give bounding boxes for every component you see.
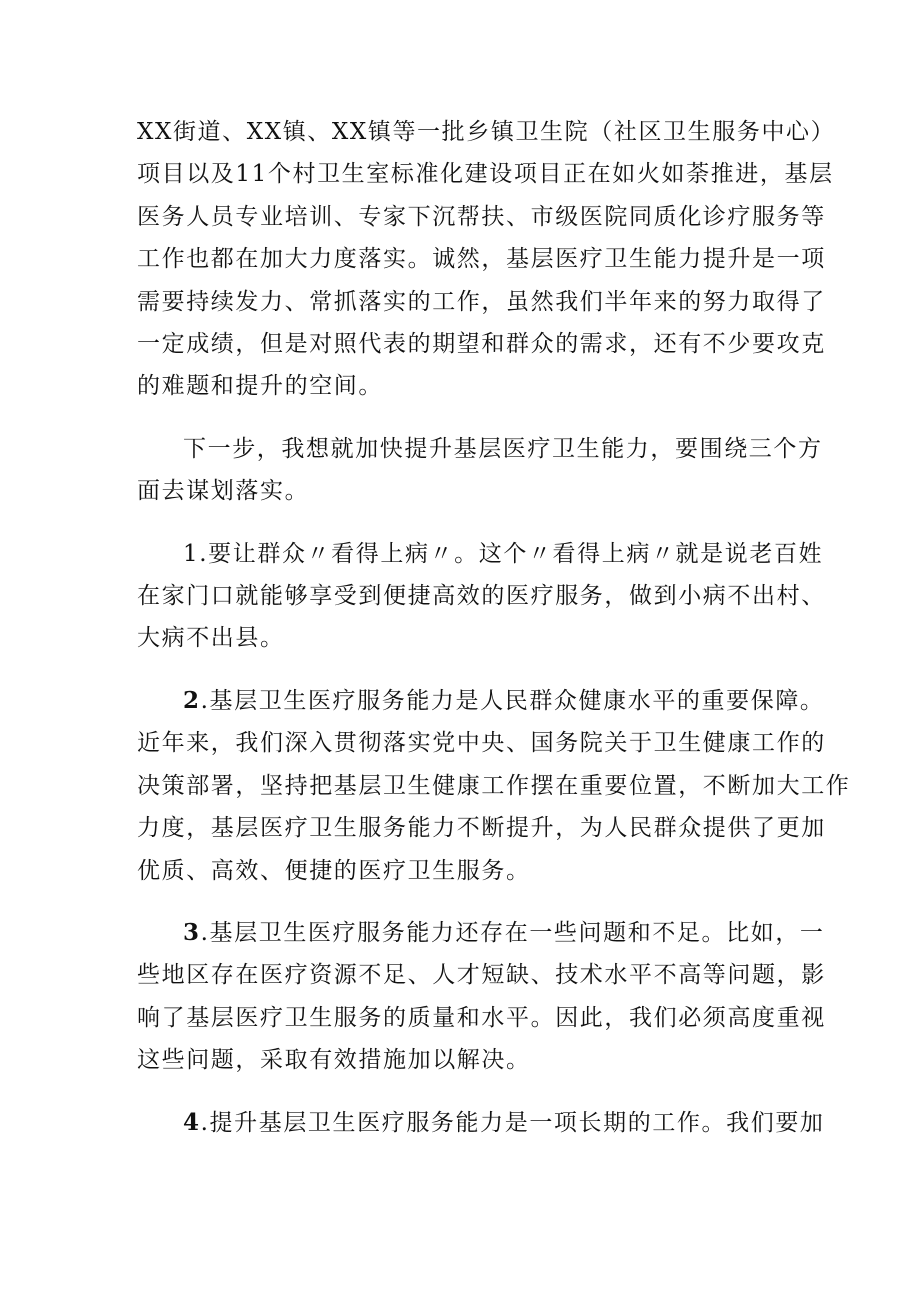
- text-line: XX街道、XX镇、XX镇等一批乡镇卫生院（社区卫生服务中心）: [137, 119, 836, 145]
- text-line: 的难题和提升的空间。: [137, 373, 383, 400]
- text-line: 优质、高效、便捷的医疗卫生服务。: [137, 857, 531, 884]
- text-line: 决策部署，坚持把基层卫生健康工作摆在重要位置，不断加大工作: [137, 772, 851, 799]
- text-line-first: [137, 912, 825, 954]
- text-line: 一定成绩，但是对照代表的期望和群众的需求，还有不少要攻克: [137, 331, 826, 358]
- item-number: 2: [183, 686, 201, 714]
- paragraph-item-3: [137, 912, 826, 1082]
- text-line-content: .提升基层卫生医疗服务能力是一项长期的工作。我们要加: [200, 1109, 825, 1136]
- paragraph-item-4: [137, 1102, 825, 1144]
- item-number: 4: [183, 1108, 201, 1136]
- text-line: 力度，基层医疗卫生服务能力不断提升，为人民群众提供了更加: [137, 815, 826, 842]
- document-body: [137, 111, 851, 1144]
- paragraph-next-step: [137, 428, 823, 513]
- text-line: 医务人员专业培训、专家下沉帮扶、市级医院同质化诊疗服务等: [137, 203, 826, 230]
- text-line: 这些问题，采取有效措施加以解决。: [137, 1047, 531, 1074]
- text-line: 在家门口就能够享受到便捷高效的医疗服务，做到小病不出村、: [137, 583, 826, 610]
- paragraph-item-2: [137, 680, 851, 892]
- text-line: 工作也都在加大力度落实。诚然，基层医疗卫生能力提升是一项: [137, 246, 826, 273]
- paragraph-continuation: [137, 111, 836, 408]
- text-line: 大病不出县。: [137, 625, 285, 652]
- text-line-content: 1.要让群众〃看得上病〃。这个〃看得上病〃就是说老百姓: [183, 540, 824, 567]
- item-number: 3: [183, 918, 201, 946]
- text-line-content: .基层卫生医疗服务能力是人民群众健康水平的重要保障。: [200, 687, 825, 714]
- text-line-content: .基层卫生医疗服务能力还存在一些问题和不足。比如，一: [200, 919, 825, 946]
- text-line: 项目以及11个村卫生室标准化建设项目正在如火如荼推进，基层: [137, 161, 834, 188]
- text-line-first: [137, 428, 823, 470]
- text-line: 响了基层医疗卫生服务的质量和水平。因此，我们必须高度重视: [137, 1004, 826, 1031]
- text-line-first: [137, 680, 825, 722]
- text-line: 面去谋划落实。: [137, 478, 310, 505]
- text-line: 需要持续发力、常抓落实的工作，虽然我们半年来的努力取得了: [137, 288, 826, 315]
- text-line: 近年来，我们深入贯彻落实党中央、国务院关于卫生健康工作的: [137, 730, 826, 757]
- text-line: 些地区存在医疗资源不足、人才短缺、技术水平不高等问题，影: [137, 962, 826, 989]
- text-line-first: [137, 1102, 825, 1144]
- text-line-content: 下一步，我想就加快提升基层医疗卫生能力，要围绕三个方: [183, 435, 823, 462]
- text-line-first: [137, 533, 824, 575]
- paragraph-item-1: [137, 533, 826, 660]
